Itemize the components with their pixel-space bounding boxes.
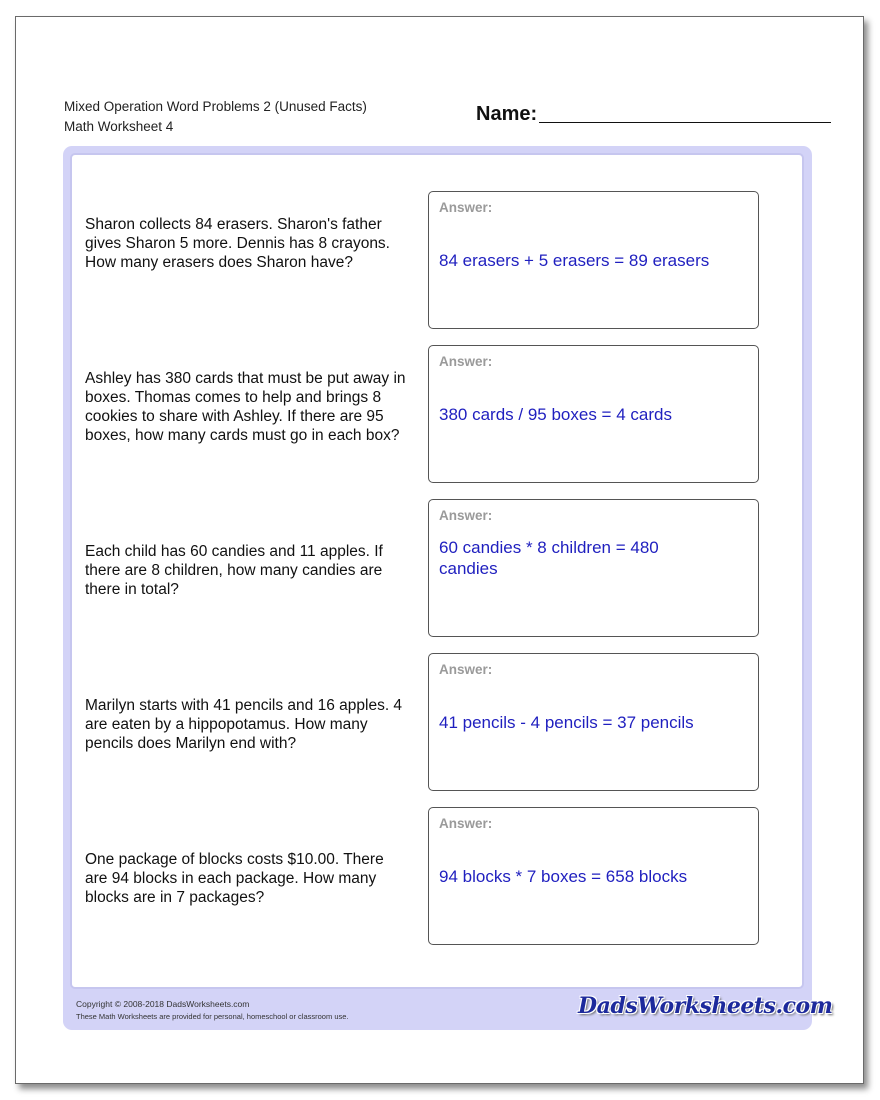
answer-label: Answer: [439,816,493,831]
answer-box-1 [428,191,759,329]
disclaimer-text: These Math Worksheets are provided for personal, homeschool or classroom use. [76,1012,349,1021]
answer-label: Answer: [439,662,493,677]
name-line [539,122,831,123]
answer-text-4: 41 pencils - 4 pencils = 37 pencils [439,713,694,732]
answer-label: Answer: [439,354,493,369]
answer-box-4 [428,653,759,791]
answer-box-3 [428,499,759,637]
worksheet-subtitle: Math Worksheet 4 [64,119,174,134]
answer-label: Answer: [439,508,493,523]
question-1: Sharon collects 84 erasers. Sharon's father gives Sharon 5 more. Dennis has 8 crayons. How many erasers does Sharon have? [85,216,390,271]
question-3: Each child has 60 candies and 11 apples. If there are 8 children, how many candies are there in total? [85,543,383,598]
answer-text-3: 60 candies * 8 children = 480 candies [439,538,659,578]
name-label: Name: [476,103,538,125]
answer-box-5 [428,807,759,945]
answer-text-5: 94 blocks * 7 boxes = 658 blocks [439,867,688,886]
answer-label: Answer: [439,200,493,215]
answer-box-2 [428,345,759,483]
answer-text-1: 84 erasers + 5 erasers = 89 erasers [439,251,710,270]
copyright-text: Copyright © 2008-2018 DadsWorksheets.com [76,999,250,1009]
dadsworksheets-logo: DadsWorksheets.com [578,993,833,1019]
question-2: Ashley has 380 cards that must be put away in boxes. Thomas comes to help and brings 8 cookies to share with Ashley. If there are 95 boxes, how many cards must go in each box? [85,370,406,444]
answer-text-2: 380 cards / 95 boxes = 4 cards [439,405,672,424]
question-5: One package of blocks costs $10.00. There are 94 blocks in each package. How many blocks are in 7 packages? [85,851,384,906]
worksheet-title: Mixed Operation Word Problems 2 (Unused Facts) [64,99,367,114]
question-4: Marilyn starts with 41 pencils and 16 apples. 4 are eaten by a hippopotamus. How many pencils does Marilyn end with? [85,697,403,752]
